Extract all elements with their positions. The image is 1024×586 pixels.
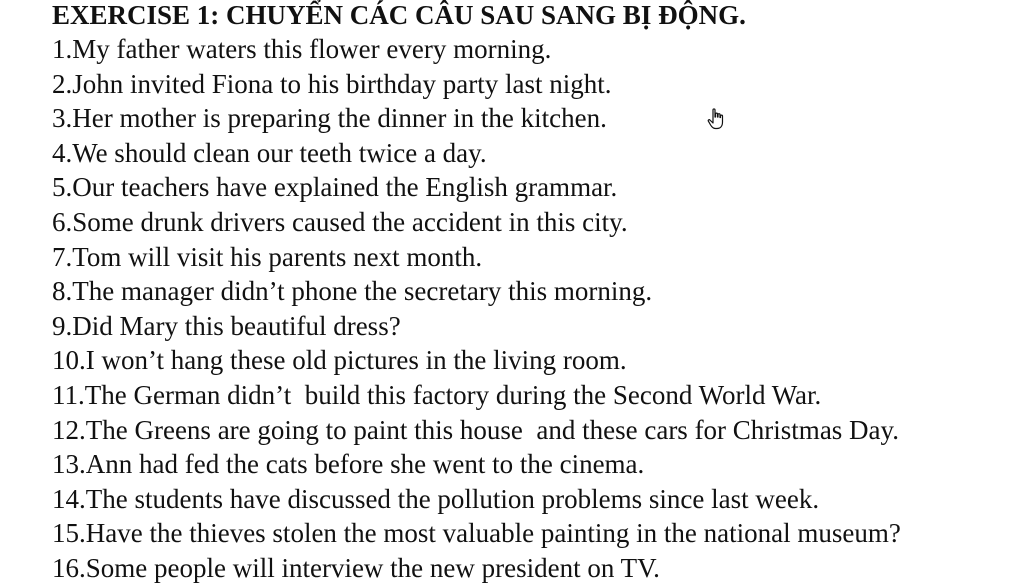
exercise-title: EXERCISE 1: CHUYỂN CÁC CÂU SAU SANG BỊ ĐỘNG. <box>52 0 746 30</box>
exercise-item-12: 12.The Greens are going to paint this house and these cars for Christmas Day. <box>52 414 900 445</box>
exercise-item-5: 5.Our teachers have explained the English grammar. <box>52 172 618 203</box>
exercise-list <box>52 32 901 586</box>
exercise-item-4: 4.We should clean our teeth twice a day. <box>52 137 487 168</box>
exercise-item-10: 10.I won’t hang these old pictures in the living room. <box>52 345 627 376</box>
exercise-item-16: 16.Some people will interview the new president on TV. <box>52 552 660 583</box>
exercise-item-7: 7.Tom will visit his parents next month. <box>52 241 483 272</box>
hand-pointer-icon <box>706 106 728 132</box>
exercise-item-2: 2.John invited Fiona to his birthday party last night. <box>52 68 612 99</box>
exercise-item-14: 14.The students have discussed the pollution problems since last week. <box>52 483 820 514</box>
exercise-item-3: 3.Her mother is preparing the dinner in the kitchen. <box>52 103 607 134</box>
exercise-item-1: 1.My father waters this flower every morning. <box>52 34 552 64</box>
exercise-item-9: 9.Did Mary this beautiful dress? <box>52 310 401 341</box>
exercise-item-11: 11.The German didn’t build this factory during the Second World War. <box>52 379 822 410</box>
exercise-item-6: 6.Some drunk drivers caused the accident in this city. <box>52 206 628 237</box>
exercise-item-8: 8.The manager didn’t phone the secretary this morning. <box>52 276 653 307</box>
exercise-item-15: 15.Have the thieves stolen the most valuable painting in the national museum? <box>52 518 901 549</box>
exercise-item-13: 13.Ann had fed the cats before she went to the cinema. <box>52 449 645 480</box>
